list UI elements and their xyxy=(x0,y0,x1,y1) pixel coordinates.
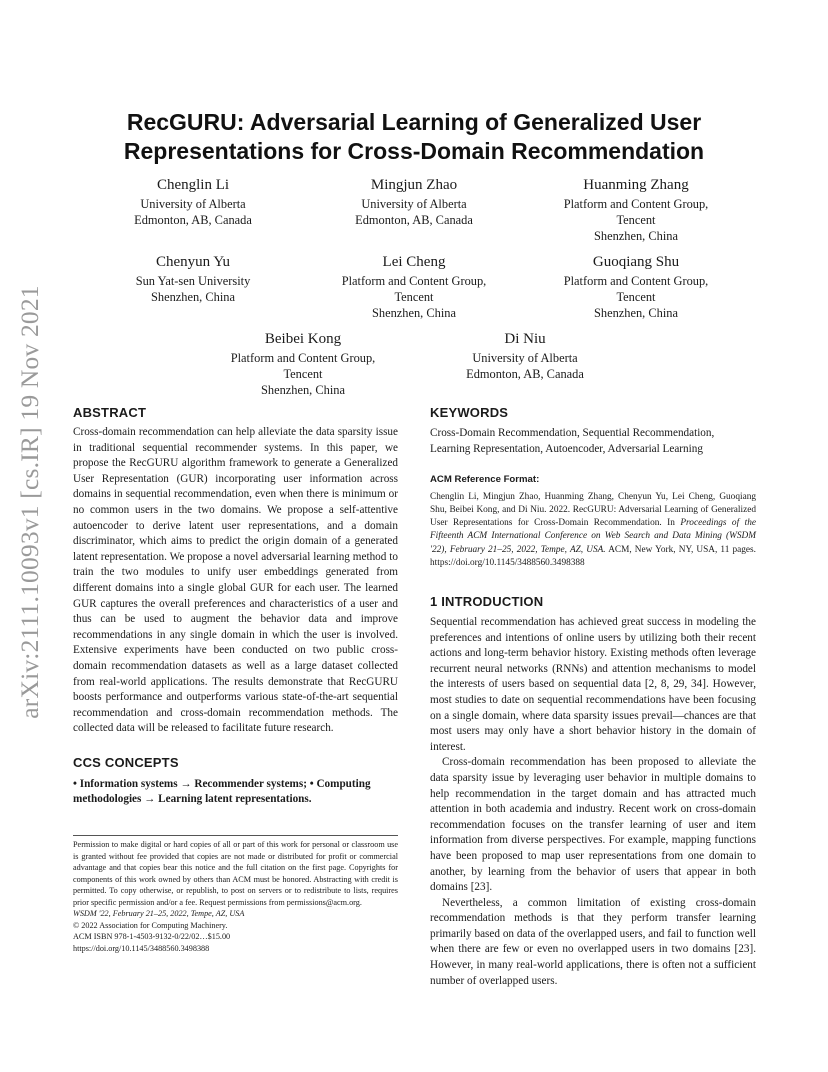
author-affiliation: Platform and Content Group, xyxy=(230,351,376,365)
arxiv-watermark xyxy=(10,263,50,741)
author-name: Mingjun Zhao xyxy=(370,177,458,193)
author-affiliation: Platform and Content Group, xyxy=(563,197,709,211)
author-name: Chenyun Yu xyxy=(155,254,231,270)
author-name: Di Niu xyxy=(504,331,546,347)
acm-reference-doi[interactable]: ACM, New York, NY, USA, 11 pages. https://doi.org/10.1145/3488560.3498388 xyxy=(430,544,756,568)
author-affiliation: Edmonton, AB, Canada xyxy=(355,213,473,227)
left-column xyxy=(73,405,398,808)
abstract-text: Cross-domain recommendation can help alleviate the data sparsity issue in traditional sequential recommender systems. In this paper, we propose the RecGURU algorithm framework to generate a Generalized User Representation (GUR) incorporating user information across domains in sequential recommendation, even when there is minimum or no common users in the two domains. We propose a self-attentive autoencoder to derive latent user representations, and a domain discriminator, which aims to predict the origin domain of a generated latent representation. We propose a novel adversarial learning method to train the two modules to unify user embeddings generated from different domains into a single global GUR for each user. The learned GUR captures the overall preferences and characteristics of a user and thus can be used to augment the behavior data and improve recommendations in any single domain in which the user is involved. Extensive experiments have been conducted on two public cross-domain recommendation datasets as well as a large dataset collected from real-world applications. The results demonstrate that RecGURU boosts performance and outperforms various state-of-the-art sequential recommendation and cross-domain recommendation methods. The collected data will be released to facilitate future research. xyxy=(73,426,398,735)
author-block xyxy=(536,253,736,321)
author-name: Beibei Kong xyxy=(264,331,342,347)
author-block xyxy=(324,176,504,228)
acm-reference-text: Chenglin Li, Mingjun Zhao, Huanming Zhang, Chenyun Yu, Lei Cheng, Guoqiang Shu, Beibei Kong, and Di Niu. 2022. RecGURU: Adversarial Learning of Generalized User Representations for Cross-Domain Recommendation. In Proceedings of the Fifteenth ACM International Conference on Web Search and Data Mining (WSDM '22), February 21–25, 2022, Tempe, AZ, USA. ACM, New York, NY, USA, 11 pages. https://doi.org/10.1145/3488560.3498388 xyxy=(430,491,756,568)
acm-reference-heading: ACM Reference Format: xyxy=(430,474,540,486)
author-affiliation: University of Alberta xyxy=(140,197,246,211)
paper-title: RecGURU: Adversarial Learning of Generalized User Representations for Cross-Domain Recommendation xyxy=(123,109,705,164)
author-affiliation: Platform and Content Group, xyxy=(341,274,487,288)
intro-paragraph: Nevertheless, a common limitation of existing cross-domain recommendation methods is that they perform transfer learning primarily based on data of the overlapped users, and fail to function well when there are few or even no overlapped users in two domains [23]. However, in many real-world applications, there is often not a sufficient number of overlapped users. xyxy=(430,896,756,987)
introduction-heading: 1 INTRODUCTION xyxy=(430,594,544,609)
author-block xyxy=(103,253,283,305)
author-affiliation: Shenzhen, China xyxy=(594,229,678,243)
author-affiliation: Platform and Content Group, xyxy=(563,274,709,288)
right-column xyxy=(430,405,756,989)
author-name: Lei Cheng xyxy=(382,254,446,270)
author-affiliation: Shenzhen, China xyxy=(151,290,235,304)
author-block xyxy=(536,176,736,244)
author-block xyxy=(314,253,514,321)
footnote-venue: WSDM '22, February 21–25, 2022, Tempe, AZ, USA xyxy=(73,909,245,918)
author-affiliation: University of Alberta xyxy=(361,197,467,211)
author-affiliation: Edmonton, AB, Canada xyxy=(134,213,252,227)
author-affiliation: University of Alberta xyxy=(472,351,578,365)
author-affiliation: Sun Yat-sen University xyxy=(135,274,251,288)
intro-paragraph: Sequential recommendation has achieved great success in modeling the preferences and intentions of online users by utilizing both their recent actions and long-term behavior history. Existing methods often leverage recurrent neural networks (RNNs) and attention mechanisms to model the interests of users based on sequential data [2, 8, 29, 34]. However, most studies to date on sequential recommendations have been focusing on a single domain, where data sparsity issues prevail—chances are that most users may only have a short behavior history in the domain of interest. xyxy=(430,616,756,753)
footnote-doi-link[interactable]: https://doi.org/10.1145/3488560.3498388 xyxy=(73,943,210,953)
footnote-copyright: © 2022 Association for Computing Machinery. xyxy=(73,920,228,930)
author-affiliation: Tencent xyxy=(283,367,323,381)
permission-footnote xyxy=(73,835,398,954)
author-affiliation: Tencent xyxy=(616,290,656,304)
author-affiliation: Tencent xyxy=(616,213,656,227)
intro-paragraph: Cross-domain recommendation has been proposed to alleviate the data sparsity issue by leveraging user behavior in multiple domains to help recommendation in the target domain and has attracted much attention in both academia and industry. Recent work on cross-domain recommendation focuses on the transfer learning of user and item information from diverse perspectives. For example, mapping functions have been proposed to map user representations from one domain to another, by learning from the behavior of users that appear in both domains [23]. xyxy=(430,756,756,894)
keywords-text: Cross-Domain Recommendation, Sequential Recommendation, Learning Representation, Autoencoder, Adversarial Learning xyxy=(430,427,715,455)
author-affiliation: Tencent xyxy=(394,290,434,304)
footnote-isbn: ACM ISBN 978-1-4503-9132-0/22/02…$15.00 xyxy=(73,932,231,941)
ccs-text: • Information systems → Recommender systems; • Computing methodologies → Learning latent representations. xyxy=(73,777,371,806)
author-affiliation: Shenzhen, China xyxy=(594,306,678,320)
author-block xyxy=(435,330,615,382)
author-affiliation: Edmonton, AB, Canada xyxy=(466,367,584,381)
author-affiliation: Shenzhen, China xyxy=(372,306,456,320)
author-affiliation: Shenzhen, China xyxy=(261,383,345,397)
abstract-heading: ABSTRACT xyxy=(73,405,147,420)
permission-text: Permission to make digital or hard copies of all or part of this work for personal or classroom use is granted without fee provided that copies are not made or distributed for profit or commercial advantage and that copies bear this notice and the full citation on the first page. Copyrights for components of this work owned by others than ACM must be honored. Abstracting with credit is permitted. To copy otherwise, or republish, to post on servers or to redistribute to lists, requires prior specific permission and/or a fee. Request permissions from permissions@acm.org. xyxy=(73,840,398,907)
footnote-rule xyxy=(73,835,398,836)
arxiv-id[interactable]: arXiv:2111.10093v1 [cs.IR] 19 Nov 2021 xyxy=(15,285,44,719)
keywords-heading: KEYWORDS xyxy=(430,405,509,420)
author-name: Huanming Zhang xyxy=(583,177,689,193)
author-name: Guoqiang Shu xyxy=(592,254,680,270)
ccs-heading: CCS CONCEPTS xyxy=(73,754,179,770)
author-block xyxy=(203,330,403,398)
author-name: Chenglin Li xyxy=(156,177,230,193)
author-block xyxy=(103,176,283,228)
